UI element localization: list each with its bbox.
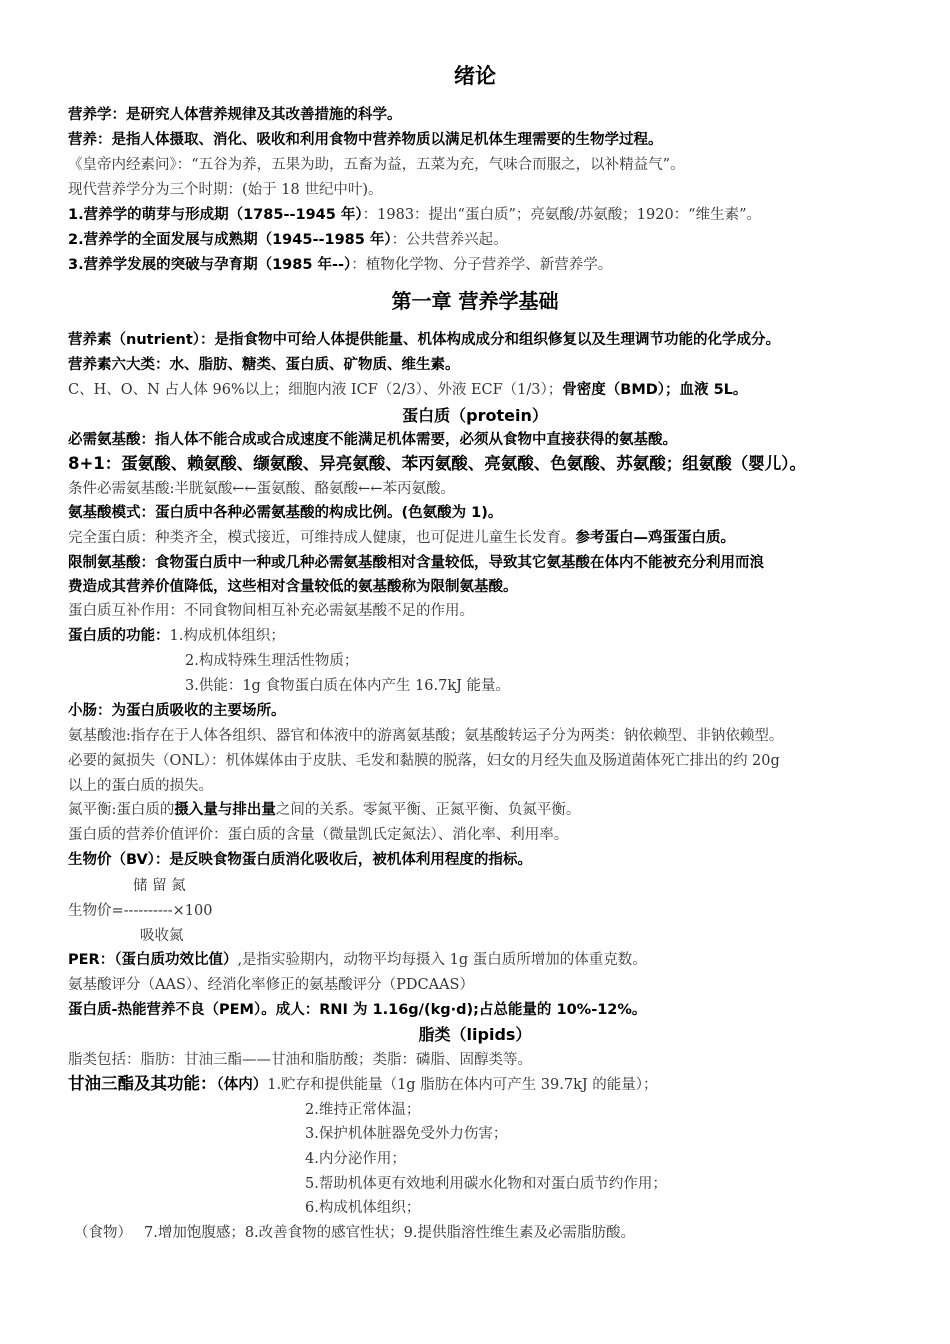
nitrogen-balance-b: 摄入量与排出量 bbox=[174, 802, 276, 818]
period-1-text: ：1983：提出“蛋白质”；亮氨酸/苏氨酸；1920：“维生素”。 bbox=[362, 207, 761, 223]
bv-formula-numerator: 储 留 氮 bbox=[133, 878, 186, 894]
per bbox=[68, 950, 647, 970]
tg-function-5: 5.帮助机体更有效地利用碳水化物和对蛋白质节约作用； bbox=[305, 1176, 667, 1192]
period-3-text: ：植物化学物、分子营养学、新营养学。 bbox=[351, 257, 613, 273]
def-nutrition-science: 营养学：是研究人体营养规律及其改善措施的科学。 bbox=[68, 107, 402, 123]
chapter-1-title: 第一章 营养学基础 bbox=[391, 289, 559, 313]
biological-value: 生物价（BV）：是反映食物蛋白质消化吸收后，被机体利用程度的指标。 bbox=[68, 852, 532, 868]
limiting-aa-line-1: 限制氨基酸：食物蛋白质中一种或几种必需氨基酸相对含量较低，导致其它氨基酸在体内不能被充分利用而浪 bbox=[68, 555, 764, 571]
period-3 bbox=[68, 255, 612, 275]
protein-function-1-text: 1.构成机体组织； bbox=[169, 628, 285, 644]
nitrogen-balance-c: 之间的关系。零氮平衡、正氮平衡、负氮平衡。 bbox=[275, 802, 581, 818]
pem: 蛋白质-热能营养不良（PEM）。成人：RNI 为 1.16g/(kg·d);占总能量的 10%-12%。 bbox=[68, 1002, 647, 1018]
aa-pattern: 氨基酸模式：蛋白质中各种必需氨基酸的构成比例。(色氨酸为 1)。 bbox=[68, 505, 503, 521]
six-nutrients: 营养素六大类：水、脂肪、糖类、蛋白质、矿物质、维生素。 bbox=[68, 357, 460, 373]
tg-food-label: （食物） bbox=[74, 1225, 132, 1241]
complete-protein bbox=[68, 528, 735, 548]
intro-title: 绪论 bbox=[454, 64, 496, 88]
body-composition-bold: 骨密度（BMD）；血液 5L。 bbox=[562, 382, 748, 398]
tg-function-6: 6.构成机体组织； bbox=[305, 1200, 421, 1216]
reference-protein: 参考蛋白—鸡蛋蛋白质。 bbox=[575, 530, 735, 546]
tg-function-4: 4.内分泌作用； bbox=[305, 1151, 406, 1167]
periods-intro: 现代营养学分为三个时期：(始于 18 世纪中叶)。 bbox=[68, 182, 383, 198]
period-2-text: ：公共营养兴起。 bbox=[391, 232, 508, 248]
tg-label: 甘油三酯及其功能： bbox=[68, 1074, 217, 1093]
nitrogen-balance-a: 氮平衡:蛋白质的 bbox=[68, 802, 175, 818]
protein-heading: 蛋白质（protein） bbox=[402, 406, 548, 425]
bv-formula-denominator: 吸收氮 bbox=[140, 928, 184, 944]
limiting-aa-line-2: 费造成其营养价值降低，这些相对含量较低的氨基酸称为限制氨基酸。 bbox=[68, 579, 518, 595]
period-3-title: 3.营养学发展的突破与孕育期（1985 年--） bbox=[68, 257, 352, 273]
per-text: ,是指实验期内，动物平均每摄入 1g 蛋白质所增加的体重克数。 bbox=[237, 952, 647, 968]
protein-function-2: 2.构成特殊生理活性物质； bbox=[185, 653, 359, 669]
protein-function-label: 蛋白质的功能： bbox=[68, 628, 170, 644]
protein-function-1 bbox=[68, 626, 285, 646]
tg-function-1-text: 1.贮存和提供能量（1g 脂肪在体内可产生 39.7kJ 的能量）； bbox=[267, 1077, 658, 1093]
period-2-title: 2.营养学的全面发展与成熟期（1945--1985 年） bbox=[68, 232, 392, 248]
def-nutrient: 营养素（nutrient）：是指食物中可给人体提供能量、机体构成成分和组织修复以及生理调节功能的化学成分。 bbox=[68, 332, 781, 348]
classic-quote: 《皇帝内经素问》：“五谷为养，五果为助，五畜为益，五菜为充，气味合而服之，以补精益气”。 bbox=[68, 157, 685, 173]
obligatory-nitrogen-loss-1: 必要的氮损失（ONL）：机体媒体由于皮肤、毛发和黏膜的脱落，妇女的月经失血及肠道菌体死亡排出的约 20g bbox=[68, 753, 780, 769]
tg-function-2: 2.维持正常体温； bbox=[305, 1102, 421, 1118]
lipids-include: 脂类包括：脂肪：甘油三酯——甘油和脂肪酸；类脂：磷脂、固醇类等。 bbox=[68, 1052, 532, 1068]
aa-score: 氨基酸评分（AAS）、经消化率修正的氨基酸评分（PDCAAS） bbox=[68, 977, 474, 993]
amino-acid-pool: 氨基酸池:指存在于人体各组织、器官和体液中的游离氨基酸；氨基酸转运子分为两类：钠依赖型、非钠依赖型。 bbox=[68, 728, 784, 744]
period-1 bbox=[68, 205, 761, 225]
nitrogen-balance bbox=[68, 800, 580, 820]
tg-function-3: 3.保护机体脏器免受外力伤害； bbox=[305, 1126, 508, 1142]
tg-food-text: 7.增加饱腹感；8.改善食物的感官性状；9.提供脂溶性维生素及必需脂肪酸。 bbox=[144, 1225, 636, 1241]
essential-aa-list: 8+1：蛋氨酸、赖氨酸、缬氨酸、异亮氨酸、苯丙氨酸、亮氨酸、色氨酸、苏氨酸；组氨酸（婴儿）。 bbox=[68, 454, 807, 473]
lipids-heading: 脂类（lipids） bbox=[418, 1025, 532, 1044]
small-intestine: 小肠：为蛋白质吸收的主要场所。 bbox=[68, 703, 286, 719]
obligatory-nitrogen-loss-2: 以上的蛋白质的损失。 bbox=[68, 778, 213, 794]
protein-complement: 蛋白质互补作用：不同食物间相互补充必需氨基酸不足的作用。 bbox=[68, 603, 474, 619]
tg-function-1 bbox=[68, 1074, 658, 1095]
body-composition-text: C、H、O、N 占人体 96%以上；细胞内液 ICF（2/3）、外液 ECF（1/3）； bbox=[68, 382, 563, 398]
period-2 bbox=[68, 230, 508, 250]
conditional-aa: 条件必需氨基酸:半胱氨酸←←蛋氨酸、酪氨酸←←苯丙氨酸。 bbox=[68, 481, 455, 497]
tg-food-functions bbox=[74, 1223, 635, 1243]
protein-function-3: 3.供能：1g 食物蛋白质在体内产生 16.7kJ 能量。 bbox=[185, 678, 511, 694]
period-1-title: 1.营养学的萌芽与形成期（1785--1945 年） bbox=[68, 207, 363, 223]
protein-evaluation: 蛋白质的营养价值评价：蛋白质的含量（微量凯氏定氮法）、消化率、利用率。 bbox=[68, 827, 569, 843]
bv-formula-line: 生物价=----------×100 bbox=[68, 903, 213, 919]
per-label: PER：（蛋白质功效比值） bbox=[68, 952, 238, 968]
def-essential-aa: 必需氨基酸：指人体不能合成或合成速度不能满足机体需要，必须从食物中直接获得的氨基酸。 bbox=[68, 432, 677, 448]
tg-in-body: （体内） bbox=[216, 1077, 268, 1093]
def-nutrition: 营养：是指人体摄取、消化、吸收和利用食物中营养物质以满足机体生理需要的生物学过程。 bbox=[68, 132, 663, 148]
body-composition bbox=[68, 380, 747, 400]
complete-protein-text: 完全蛋白质：种类齐全，模式接近，可维持成人健康，也可促进儿童生长发育。 bbox=[68, 530, 576, 546]
